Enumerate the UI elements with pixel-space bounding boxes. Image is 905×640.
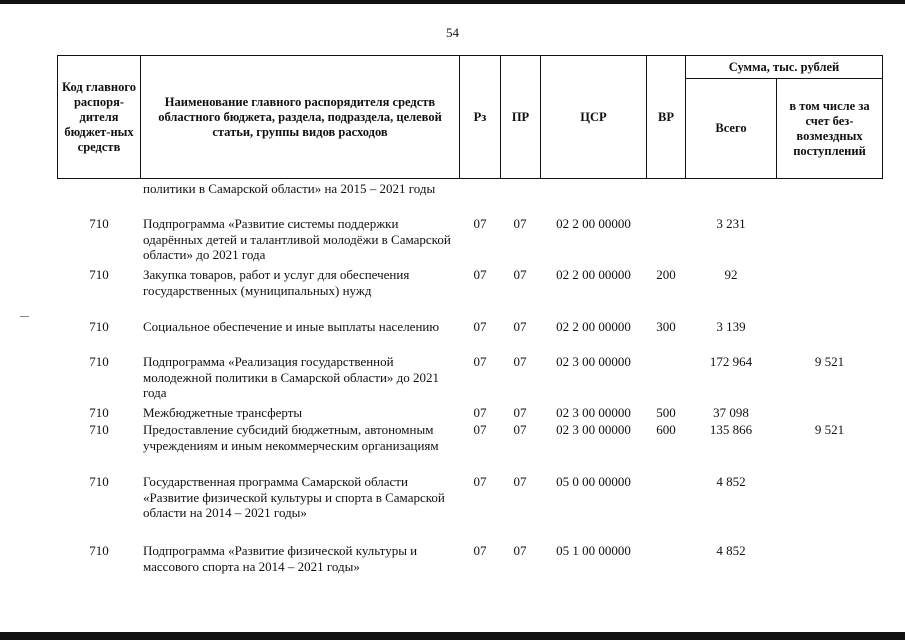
row-name: Подпрограмма «Развитие системы поддержки одарённых детей и талантливой молодёжи в Самарской области» до 2021 года [143,216,451,263]
header-total: Всего [715,121,747,135]
row-pr: 07 [513,422,527,437]
header-vr: ВР [658,109,674,124]
row-total: 135 866 [709,422,753,437]
row-gratuitous: 9 521 [814,422,845,437]
header-code: Код главного распоря-дителя бюджет-ных средств [62,79,136,154]
row-csr: 02 3 00 00000 [556,354,631,369]
header-gratuitous: в том числе за счет без-возмездных поступлений [789,98,870,158]
row-code: 710 [89,267,109,282]
row-vr: 200 [656,267,676,282]
row-rz: 07 [473,319,487,334]
row-rz: 07 [473,405,487,420]
row-rz: 07 [473,354,487,369]
row-pr: 07 [513,474,527,489]
row-vr: 600 [656,422,676,437]
row-total: 92 [724,267,738,282]
row-code: 710 [89,543,109,558]
row-name: Предоставление субсидий бюджетным, автономным учреждениям и иным некоммерческим организациям [143,422,439,453]
row-total: 4 852 [716,474,746,489]
row-csr: 02 3 00 00000 [556,422,631,437]
row-total: 172 964 [709,354,753,369]
row-rz: 07 [473,474,487,489]
row-pr: 07 [513,216,527,231]
header-sum: Сумма, тыс. рублей [728,59,840,74]
row-csr: 02 2 00 00000 [556,319,631,334]
row-total: 37 098 [713,405,749,420]
row-name: Межбюджетные трансферты [143,405,303,420]
row-code: 710 [89,354,109,369]
header-csr: ЦСР [580,109,607,124]
row-gratuitous: 9 521 [814,354,845,369]
page-number: 54 [446,25,459,40]
row-code: 710 [89,474,109,489]
row-name: Закупка товаров, работ и услуг для обеспечения государственных (муниципальных) нужд [143,267,410,298]
row-code: 710 [89,422,109,437]
scan-bottom-border [0,632,905,640]
scan-top-border [0,0,905,4]
row-rz: 07 [473,543,487,558]
row-rz: 07 [473,216,487,231]
row-csr: 02 2 00 00000 [556,216,631,231]
row-pr: 07 [513,543,527,558]
row-name: Подпрограмма «Развитие физической культуры и массового спорта на 2014 – 2021 годы» [143,543,418,574]
row-total: 3 139 [716,319,746,334]
row-csr: 05 0 00 00000 [556,474,631,489]
row-name: политики в Самарской области» на 2015 – 2021 годы [143,181,436,196]
row-csr: 05 1 00 00000 [556,543,631,558]
scan-mark [20,316,29,317]
row-csr: 02 3 00 00000 [556,405,631,420]
row-code: 710 [89,319,109,334]
header-bottom-border [57,178,883,179]
row-total: 3 231 [716,216,746,231]
row-total: 4 852 [716,543,746,558]
row-pr: 07 [513,354,527,369]
header-name: Наименование главного распорядителя средств областного бюджета, раздела, подраздела, целевой статьи, группы видов расходов [158,94,442,139]
row-vr: 300 [656,319,676,334]
header-pr: ПР [511,109,530,124]
row-name: Государственная программа Самарской области «Развитие физической культуры и спорта в Самарской области на 2014 – 2021 годы» [143,474,445,521]
row-name: Подпрограмма «Реализация государственной молодежной политики в Самарской области» до 2021 года [143,354,440,401]
row-code: 710 [89,216,109,231]
row-pr: 07 [513,267,527,282]
row-code: 710 [89,405,109,420]
header-rz: Рз [473,109,487,124]
row-vr: 500 [656,405,676,420]
row-name: Социальное обеспечение и иные выплаты населению [143,319,440,334]
row-pr: 07 [513,405,527,420]
row-pr: 07 [513,319,527,334]
row-csr: 02 2 00 00000 [556,267,631,282]
row-rz: 07 [473,267,487,282]
row-rz: 07 [473,422,487,437]
